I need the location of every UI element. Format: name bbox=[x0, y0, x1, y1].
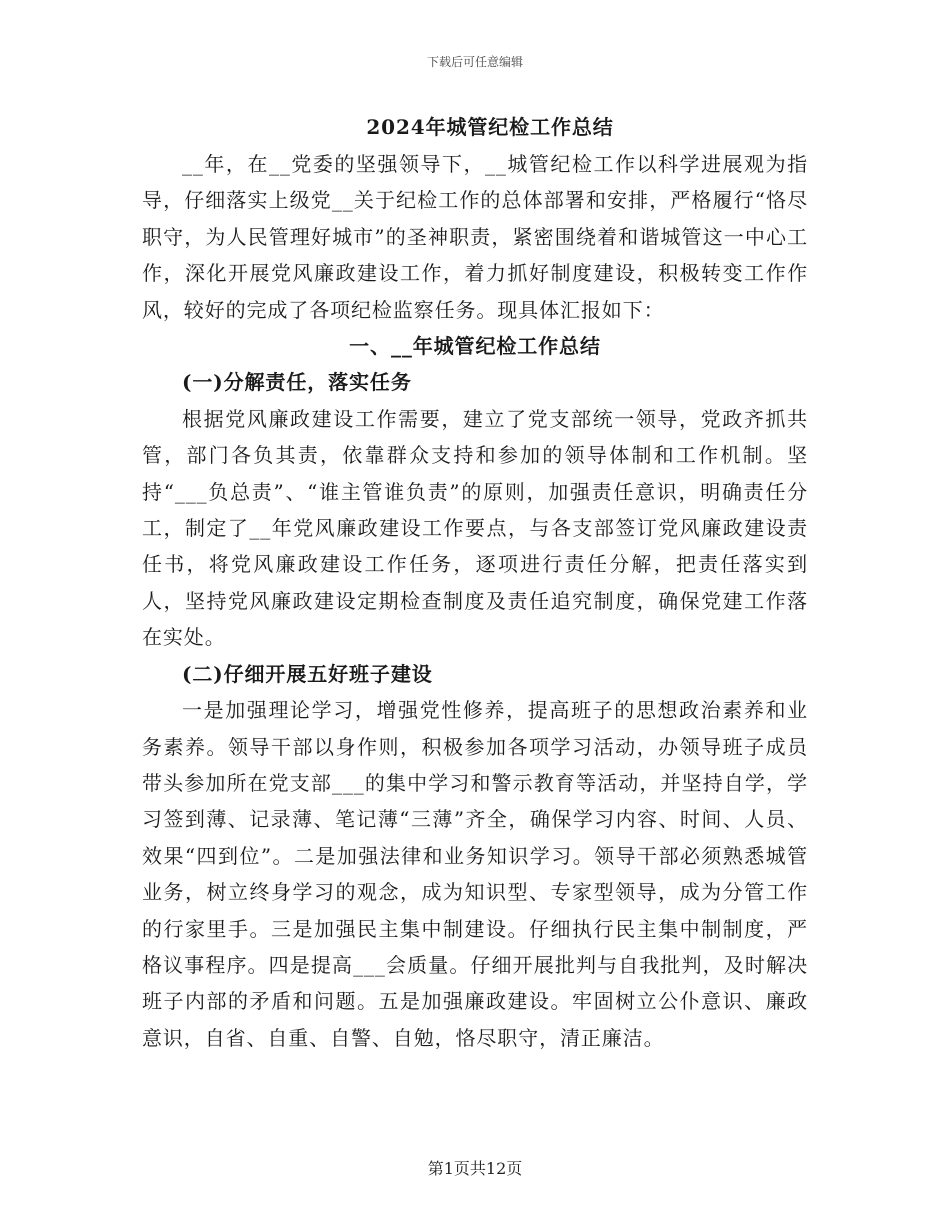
page-number-footer: 第1页共12页 bbox=[427, 1159, 523, 1178]
section-heading-1: 一、__年城管纪检工作总结 bbox=[349, 334, 601, 359]
document-body bbox=[142, 108, 808, 1056]
document-title: 2024年城管纪检工作总结 bbox=[366, 115, 614, 139]
sub-heading-1: (一)分解责任，落实任务 bbox=[182, 370, 412, 395]
sub-heading-2: (二)仔细开展五好班子建设 bbox=[182, 661, 433, 686]
intro-paragraph: __年，在__党委的坚强领导下，__城管纪检工作以科学进展观为指导，仔细落实上级党__关于纪检工作的总体部署和安排，严格履行“恪尽职守，为人民管理好城市”的圣神职责，紧密围绕着和谐城管这一中心工作，深化开展党风廉政建设工作，着力抓好制度建设，积极转变工作作风，较好的完成了各项纪检监察任务。现具体汇报如下： bbox=[142, 152, 808, 322]
header-note: 下载后可任意编辑 bbox=[426, 55, 523, 69]
sub-section-1-paragraph: 根据党风廉政建设工作需要，建立了党支部统一领导，党政齐抓共管，部门各负其责，依靠群众支持和参加的领导体制和工作机制。坚持“___负总责”、“谁主管谁负责”的原则，加强责任意识，明确责任分工，制定了__年党风廉政建设工作要点，与各支部签订党风廉政建设责任书，将党风廉政建设工作任务，逐项进行责任分解，把责任落实到人，坚持党风廉政建设定期检查制度及责任追究制度，确保党建工作落在实处。 bbox=[142, 406, 808, 650]
sub-section-2-paragraph: 一是加强理论学习，增强党性修养，提高班子的思想政治素养和业务素养。领导干部以身作则，积极参加各项学习活动，办领导班子成员带头参加所在党支部___的集中学习和警示教育等活动，并坚持自学，学习签到薄、记录薄、笔记薄“三薄”齐全，确保学习内容、时间、人员、效果“四到位”。二是加强法律和业务知识学习。领导干部必须熟悉城管业务，树立终身学习的观念，成为知识型、专家型领导，成为分管工作的行家里手。三是加强民主集中制建设。仔细执行民主集中制制度，严格议事程序。四是提高___会质量。仔细开展批判与自我批判，及时解决班子内部的矛盾和问题。五是加强廉政建设。牢固树立公仆意识、廉政意识，自省、自重、自警、自勉，恪尽职守，清正廉洁。 bbox=[142, 698, 808, 1050]
